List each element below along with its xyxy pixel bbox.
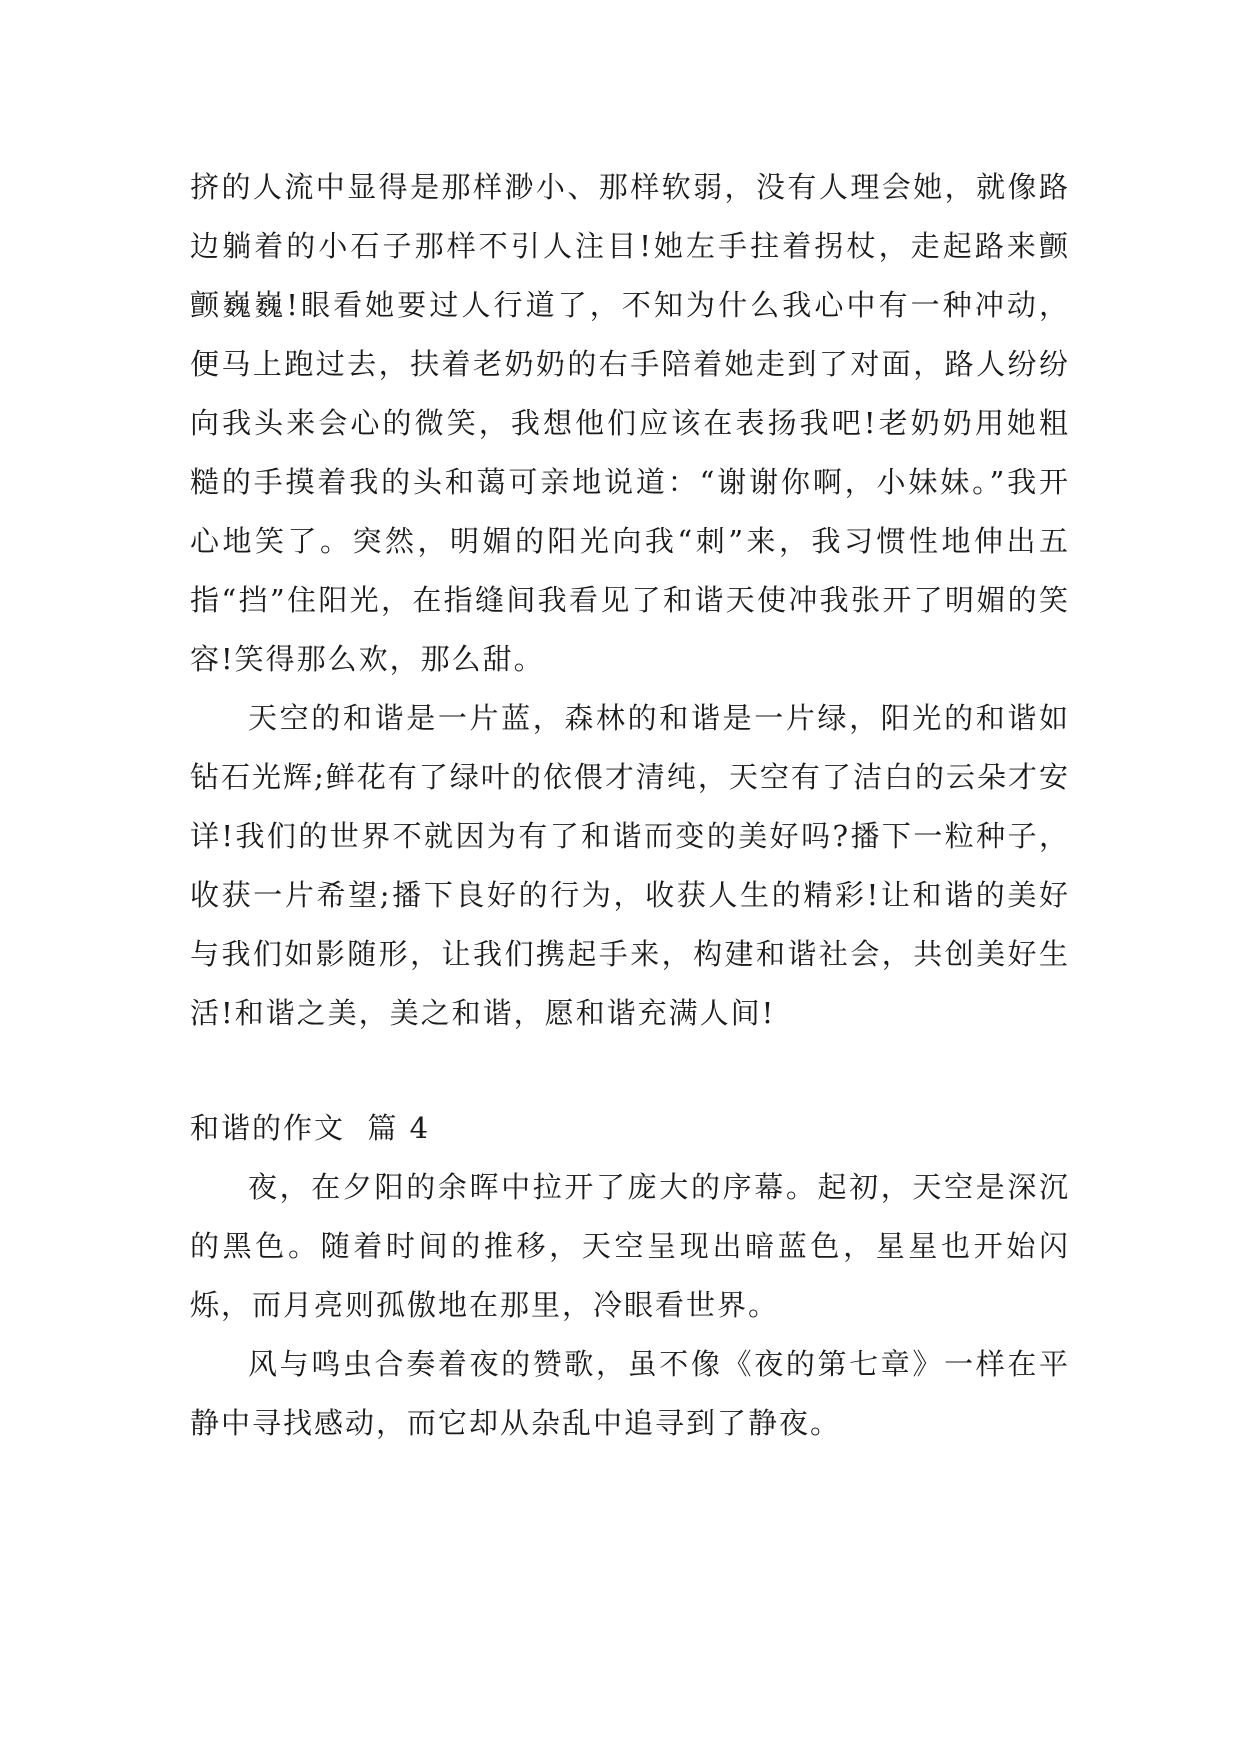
- paragraph-continued: 挤的人流中显得是那样渺小、那样软弱，没有人理会她，就像路边躺着的小石子那样不引人注目!她左手拄着拐杖，走起路来颤颤巍巍!眼看她要过人行道了，不知为什么我心中有一种冲动，便马上跑过去，扶着老奶奶的右手陪着她走到了对面，路人纷纷向我头来会心的微笑，我想他们应该在表扬我吧!老奶奶用她粗糙的手摸着我的头和蔼可亲地说道：“谢谢你啊，小妹妹。”我开心地笑了。突然，明媚的阳光向我“刺”来，我习惯性地伸出五指“挡”住阳光，在指缝间我看见了和谐天使冲我张开了明媚的笑容!笑得那么欢，那么甜。: [190, 170, 1070, 676]
- document-body: [190, 158, 1070, 1453]
- paragraph-night-intro: 夜，在夕阳的余晖中拉开了庞大的序幕。起初，天空是深沉的黑色。随着时间的推移，天空呈现出暗蓝色，星星也开始闪烁，而月亮则孤傲地在那里，冷眼看世界。: [190, 1170, 1070, 1322]
- paragraph-night-song: 风与鸣虫合奏着夜的赞歌，虽不像《夜的第七章》一样在平静中寻找感动，而它却从杂乱中追寻到了静夜。: [190, 1347, 1070, 1440]
- section-heading: 和谐的作文 篇 4: [190, 1111, 431, 1145]
- paragraph-harmony-nature: 天空的和谐是一片蓝，森林的和谐是一片绿，阳光的和谐如钻石光辉;鲜花有了绿叶的依偎才清纯，天空有了洁白的云朵才安详!我们的世界不就因为有了和谐而变的美好吗?播下一粒种子，收获一片希望;播下良好的行为，收获人生的精彩!让和谐的美好与我们如影随形，让我们携起手来，构建和谐社会，共创美好生活!和谐之美，美之和谐，愿和谐充满人间!: [190, 701, 1070, 1030]
